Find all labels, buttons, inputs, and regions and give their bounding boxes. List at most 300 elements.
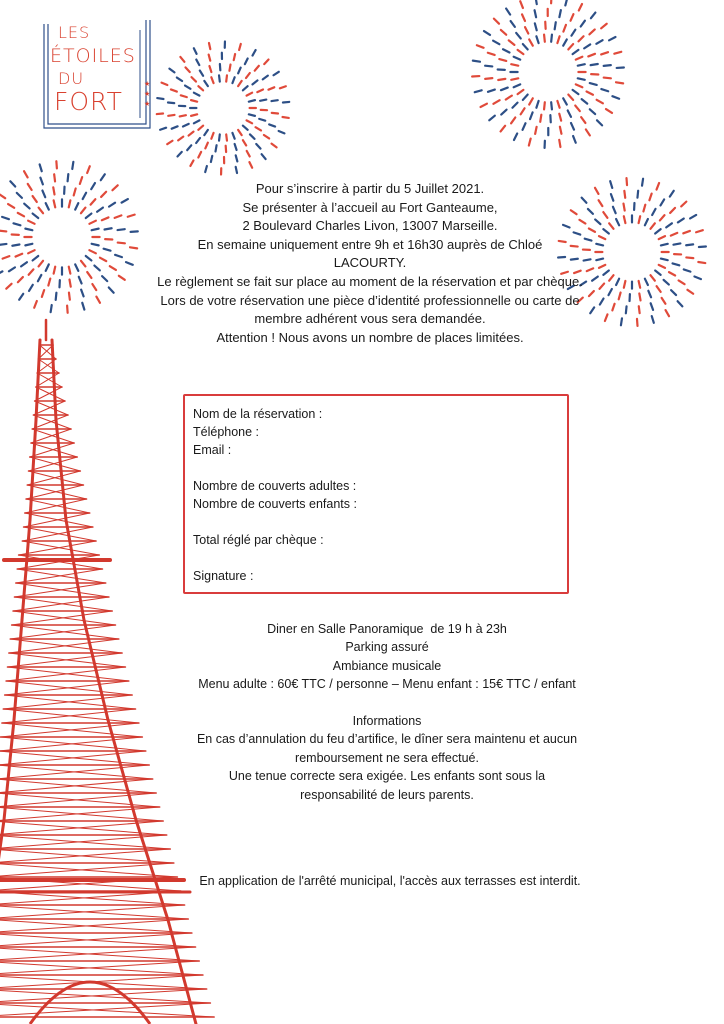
cancel-policy: En cas d’annulation du feu d’artifice, le dîner sera maintenu et aucun remboursement ne sera effectué. xyxy=(196,732,578,765)
firework-spark xyxy=(544,35,545,42)
dinner-info: Diner en Salle Panoramique de 19 h à 23h xyxy=(267,622,507,636)
firework-spark xyxy=(657,286,661,292)
firework-spark xyxy=(185,67,189,72)
firework-spark xyxy=(194,93,200,96)
firework-spark xyxy=(475,90,482,92)
intro-line: En semaine uniquement entre 9h et 16h30 auprès de Chloé LACOURTY. xyxy=(197,236,543,271)
firework-spark xyxy=(6,284,11,289)
firework-spark xyxy=(48,279,50,286)
firework-spark xyxy=(209,43,210,49)
firework-spark xyxy=(177,78,182,81)
firework-spark xyxy=(229,65,230,71)
firework-spark xyxy=(522,14,525,21)
firework-spark xyxy=(506,96,512,100)
signature-label: Signature : xyxy=(193,569,254,583)
firework-spark xyxy=(563,98,567,104)
firework-spark xyxy=(501,126,505,132)
firework-spark xyxy=(578,64,585,65)
reservation-form xyxy=(183,394,569,594)
firework-spark xyxy=(503,49,509,52)
dress-code: Une tenue correcte sera exigée. Les enfants sont sous la responsabilité de leurs parents. xyxy=(228,769,546,802)
firework-spark xyxy=(660,199,664,205)
firework-spark xyxy=(612,96,619,99)
firework-spark xyxy=(110,266,116,270)
firework-spark xyxy=(18,277,23,282)
firework-spark xyxy=(589,29,594,34)
firework-spark xyxy=(639,216,641,223)
firework-spark xyxy=(599,284,604,289)
firework-spark xyxy=(623,204,624,211)
firework-spark xyxy=(264,135,269,138)
firework-spark xyxy=(571,30,575,36)
firework-spark xyxy=(264,60,268,65)
firework-spark xyxy=(92,229,99,231)
firework-spark xyxy=(180,57,184,62)
firework-spark xyxy=(29,269,34,274)
firework-spark xyxy=(501,88,508,91)
email-label: Email : xyxy=(193,443,232,457)
firework-spark xyxy=(489,116,495,121)
firework-spark xyxy=(239,44,241,50)
firework-spark xyxy=(601,89,608,91)
firework-spark xyxy=(82,303,84,310)
firework-spark xyxy=(279,131,285,133)
firework-spark xyxy=(590,307,594,313)
firework-spark xyxy=(609,37,615,40)
firework-spark xyxy=(272,113,278,114)
firework-spark xyxy=(678,219,684,223)
firework-spark xyxy=(25,229,32,231)
firework-spark xyxy=(205,166,207,172)
firework-spark xyxy=(485,66,492,67)
firework-spark xyxy=(581,21,585,27)
intro-line: Se présenter à l’accueil au Fort Ganteaume, xyxy=(242,199,498,215)
firework-spark xyxy=(25,244,32,246)
firework-spark xyxy=(659,236,665,239)
firework-spark xyxy=(247,151,250,157)
firework-spark xyxy=(587,92,593,95)
firework-spark xyxy=(194,120,200,123)
firework-spark xyxy=(104,249,111,251)
firework-spark xyxy=(75,264,78,270)
firework-spark xyxy=(118,243,125,244)
firework-spark xyxy=(209,55,211,61)
firework-spark xyxy=(604,78,611,79)
firework-spark xyxy=(609,223,613,228)
firework-spark xyxy=(673,263,680,265)
firework-spark xyxy=(172,126,178,128)
firework-spark xyxy=(650,223,654,228)
firework-spark xyxy=(645,219,648,225)
firework-spark xyxy=(568,44,573,49)
firework-spark xyxy=(112,185,117,190)
firework-spark xyxy=(596,40,602,44)
firework-spark xyxy=(42,290,44,297)
firework-spark xyxy=(559,140,560,147)
phone-label: Téléphone : xyxy=(193,425,260,439)
firework-spark xyxy=(274,72,279,75)
firework-spark xyxy=(86,256,92,260)
firework-spark xyxy=(2,217,9,219)
firework-spark xyxy=(544,102,545,109)
firework-spark xyxy=(187,145,191,150)
firework-spark xyxy=(219,75,220,81)
firework-spark xyxy=(24,171,28,177)
firework-spark xyxy=(131,231,138,232)
music-info: Ambiance musicale xyxy=(332,658,442,673)
firework-spark xyxy=(75,203,78,209)
firework-spark xyxy=(169,69,174,73)
firework-spark xyxy=(69,293,70,300)
firework-spark xyxy=(690,215,696,219)
total-paid-label: Total réglé par chèque : xyxy=(193,533,324,547)
firework-spark xyxy=(611,194,613,201)
firework-spark xyxy=(501,110,506,115)
firework-spark xyxy=(595,188,599,194)
intro-line: Lors de votre réservation une pièce d’identité professionnelle ou carte de membre adhérent vous sera demandée. xyxy=(160,292,580,327)
tower-stroke xyxy=(37,373,62,387)
firework-spark xyxy=(671,290,676,295)
firework-spark xyxy=(597,100,603,104)
firework-spark xyxy=(591,64,598,65)
firework-spark xyxy=(621,318,622,325)
firework-spark xyxy=(102,276,107,281)
firework-spark xyxy=(196,138,200,143)
firework-spark xyxy=(54,200,56,207)
firework-spark xyxy=(571,123,574,130)
firework-spark xyxy=(637,319,638,326)
firework-spark xyxy=(664,280,669,285)
firework-spark xyxy=(115,215,122,217)
tower-stroke xyxy=(14,620,22,720)
firework-spark xyxy=(678,301,683,306)
firework-spark xyxy=(72,162,73,169)
firework-spark xyxy=(643,205,645,212)
firework-spark xyxy=(81,261,85,267)
logo-frame xyxy=(44,20,150,128)
firework-spark xyxy=(626,306,627,313)
firework-spark xyxy=(130,247,137,248)
firework-spark xyxy=(521,108,525,114)
firework-spark xyxy=(608,289,611,295)
firework-spark xyxy=(200,70,203,75)
firework-spark xyxy=(56,293,57,300)
firework-spark xyxy=(246,73,250,78)
firework-spark xyxy=(599,265,605,268)
firework-spark xyxy=(514,57,521,60)
tower-stroke xyxy=(35,401,68,415)
firework-spark xyxy=(655,270,660,274)
firework-spark xyxy=(0,231,6,232)
firework-spark xyxy=(262,154,266,159)
firework-spark xyxy=(511,21,515,27)
firework-spark xyxy=(637,191,638,198)
firework-spark xyxy=(89,221,95,224)
firework-spark xyxy=(477,45,484,48)
firework-spark xyxy=(28,250,34,253)
firework-spark xyxy=(529,98,533,104)
firework-spark xyxy=(119,276,125,280)
firework-spark xyxy=(74,188,76,195)
firework-spark xyxy=(68,174,69,181)
firework-spark xyxy=(511,117,515,123)
firework-spark xyxy=(666,310,670,316)
firework-spark xyxy=(681,202,686,207)
firework-spark xyxy=(69,280,70,287)
firework-spark xyxy=(652,316,654,323)
logo-star: ★ xyxy=(144,101,151,108)
firework-spark xyxy=(92,244,99,246)
firework-spark xyxy=(51,305,52,312)
firework-spark xyxy=(651,303,653,310)
firework-spark xyxy=(605,314,608,321)
firework-spark xyxy=(514,134,517,140)
firework-spark xyxy=(624,191,625,198)
firework-spark xyxy=(581,117,585,123)
firework-spark xyxy=(619,293,621,300)
firework-spark xyxy=(578,78,585,79)
firework-spark xyxy=(616,279,619,285)
firework-spark xyxy=(612,304,614,311)
firework-spark xyxy=(603,229,608,233)
firework-spark xyxy=(514,84,521,87)
firework-spark xyxy=(243,86,248,90)
firework-spark xyxy=(96,297,100,303)
firework-spark xyxy=(243,126,248,130)
firework-spark xyxy=(12,244,19,245)
tower-stroke xyxy=(38,359,59,373)
firework-spark xyxy=(39,261,43,267)
firework-spark xyxy=(18,213,24,216)
logo-line1: LES xyxy=(58,23,91,42)
firework-spark xyxy=(536,36,538,43)
firework-spark xyxy=(198,126,203,130)
firework-spark xyxy=(536,101,538,108)
firework-spark xyxy=(209,66,211,72)
firework-spark xyxy=(671,233,677,236)
firework-spark xyxy=(268,87,274,89)
firework-spark xyxy=(128,215,135,217)
firework-spark xyxy=(245,59,248,65)
firework-spark xyxy=(283,102,289,103)
firework-spark xyxy=(540,115,541,122)
firework-spark xyxy=(568,95,573,100)
firework-spark xyxy=(19,294,23,300)
firework-spark xyxy=(616,219,619,225)
firework-spark xyxy=(109,203,115,207)
firework-spark xyxy=(211,156,212,162)
firework-spark xyxy=(194,48,197,54)
intro-line: Pour s’inscrire à partir du 5 Juillet 2021. xyxy=(255,181,485,196)
logo-line4: FORT xyxy=(54,87,123,116)
firework-spark xyxy=(529,39,533,45)
adults-count-label: Nombre de couverts adultes : xyxy=(193,479,357,493)
firework-spark xyxy=(683,231,690,233)
firework-spark xyxy=(584,44,590,48)
firework-spark xyxy=(250,134,255,138)
firework-spark xyxy=(255,66,259,71)
firework-spark xyxy=(157,98,163,99)
firework-spark xyxy=(551,102,552,109)
firework-spark xyxy=(596,259,603,261)
firework-spark xyxy=(13,223,20,225)
firework-spark xyxy=(652,209,655,215)
firework-spark xyxy=(590,83,597,85)
firework-spark xyxy=(613,207,616,213)
firework-spark xyxy=(40,178,42,185)
firework-spark xyxy=(670,191,674,197)
firework-spark xyxy=(511,78,518,79)
firework-spark xyxy=(162,83,168,85)
firework-spark xyxy=(609,275,613,280)
firework-spark xyxy=(684,269,691,271)
firework-spark xyxy=(39,208,43,214)
firework-spark xyxy=(649,194,651,201)
logo-line2: ÉTOILES xyxy=(50,45,136,67)
firework-spark xyxy=(639,293,640,300)
logo-star: ★ xyxy=(144,81,151,88)
intro-line: 2 Boulevard Charles Livon, 13007 Marseille. xyxy=(242,218,498,234)
firework-spark xyxy=(523,44,528,49)
logo-star: ★ xyxy=(144,91,151,98)
firework-spark xyxy=(91,199,96,204)
firework-spark xyxy=(204,81,208,86)
firework-spark xyxy=(232,133,234,139)
firework-spark xyxy=(189,132,194,136)
firework-spark xyxy=(247,120,253,123)
firework-spark xyxy=(171,89,177,91)
firework-spark xyxy=(535,127,536,134)
firework-spark xyxy=(696,230,703,232)
firework-spark xyxy=(481,104,487,107)
firework-spark xyxy=(181,95,187,97)
firework-spark xyxy=(614,52,621,54)
firework-spark xyxy=(657,183,660,190)
firework-spark xyxy=(582,99,588,104)
firework-spark xyxy=(694,277,701,280)
firework-spark xyxy=(603,270,608,274)
firework-spark xyxy=(168,115,174,116)
firework-spark xyxy=(46,203,49,209)
firework-spark xyxy=(205,143,208,149)
firework-spark xyxy=(236,155,238,161)
firework-spark xyxy=(565,0,567,5)
firework-spark xyxy=(34,301,37,308)
firework-spark xyxy=(488,90,495,92)
tower-stroke xyxy=(36,340,40,420)
firework-spark xyxy=(599,236,605,239)
firework-spark xyxy=(178,137,183,141)
firework-spark xyxy=(659,265,665,268)
firework-spark xyxy=(238,81,242,86)
firework-spark xyxy=(655,229,660,233)
firework-spark xyxy=(219,134,220,140)
firework-spark xyxy=(557,36,559,43)
firework-spark xyxy=(639,281,641,288)
firework-spark xyxy=(595,219,600,224)
firework-spark xyxy=(185,86,190,89)
firework-spark xyxy=(0,194,5,198)
logo-line3: DU xyxy=(58,69,85,88)
firework-spark xyxy=(488,53,495,55)
firework-spark xyxy=(516,33,521,39)
firework-spark xyxy=(494,19,499,24)
firework-spark xyxy=(211,133,213,139)
firework-spark xyxy=(81,290,83,297)
firework-spark xyxy=(568,110,571,116)
firework-spark xyxy=(499,59,506,61)
firework-spark xyxy=(105,228,112,229)
firework-spark xyxy=(24,204,29,209)
parking-info: Parking assuré xyxy=(345,640,429,655)
firework-spark xyxy=(648,291,651,297)
tower-stroke xyxy=(19,541,96,555)
firework-spark xyxy=(122,199,128,203)
firework-spark xyxy=(518,50,524,54)
firework-spark xyxy=(520,1,523,8)
firework-spark xyxy=(191,77,196,81)
firework-spark xyxy=(249,114,255,116)
firework-spark xyxy=(283,117,289,118)
firework-spark xyxy=(661,244,668,246)
firework-spark xyxy=(232,77,234,83)
eiffel-tower-illustration xyxy=(0,320,214,1024)
firework-spark xyxy=(600,299,604,305)
firework-spark xyxy=(529,139,531,146)
firework-spark xyxy=(645,279,648,285)
firework-spark xyxy=(94,266,99,271)
firework-spark xyxy=(234,54,235,60)
firework-spark xyxy=(642,179,643,186)
firework-spark xyxy=(573,90,579,94)
firework-spark xyxy=(160,128,166,130)
firework-spark xyxy=(28,184,32,190)
firework-spark xyxy=(29,285,33,291)
info-title: Informations xyxy=(352,714,422,729)
firework-spark xyxy=(259,119,265,121)
firework-spark xyxy=(9,267,15,271)
firework-spark xyxy=(97,208,103,212)
firework-spark xyxy=(33,256,39,260)
firework-spark xyxy=(509,40,515,45)
firework-spark xyxy=(256,144,260,149)
firework-spark xyxy=(485,78,492,79)
firework-spark xyxy=(560,127,562,134)
firework-spark xyxy=(87,272,91,278)
firework-spark xyxy=(559,10,560,17)
firework-spark xyxy=(272,100,278,101)
firework-spark xyxy=(79,277,82,284)
firework-spark xyxy=(236,167,237,173)
firework-spark xyxy=(118,229,125,230)
children-count-label: Nombre de couverts enfants : xyxy=(193,497,357,511)
firework-spark xyxy=(530,112,533,119)
tower-stroke xyxy=(22,541,99,555)
firework-spark xyxy=(535,10,537,17)
firework-spark xyxy=(484,31,490,35)
firework-spark xyxy=(100,258,106,261)
firework-spark xyxy=(243,140,246,145)
firework-spark xyxy=(624,281,626,288)
firework-spark xyxy=(33,196,37,202)
firework-spark xyxy=(573,50,579,54)
firework-spark xyxy=(101,192,106,197)
firework-spark xyxy=(673,243,680,244)
tower-stroke xyxy=(36,387,65,401)
firework-spark xyxy=(660,215,665,220)
firework-spark xyxy=(578,36,583,41)
firework-spark xyxy=(493,41,499,45)
